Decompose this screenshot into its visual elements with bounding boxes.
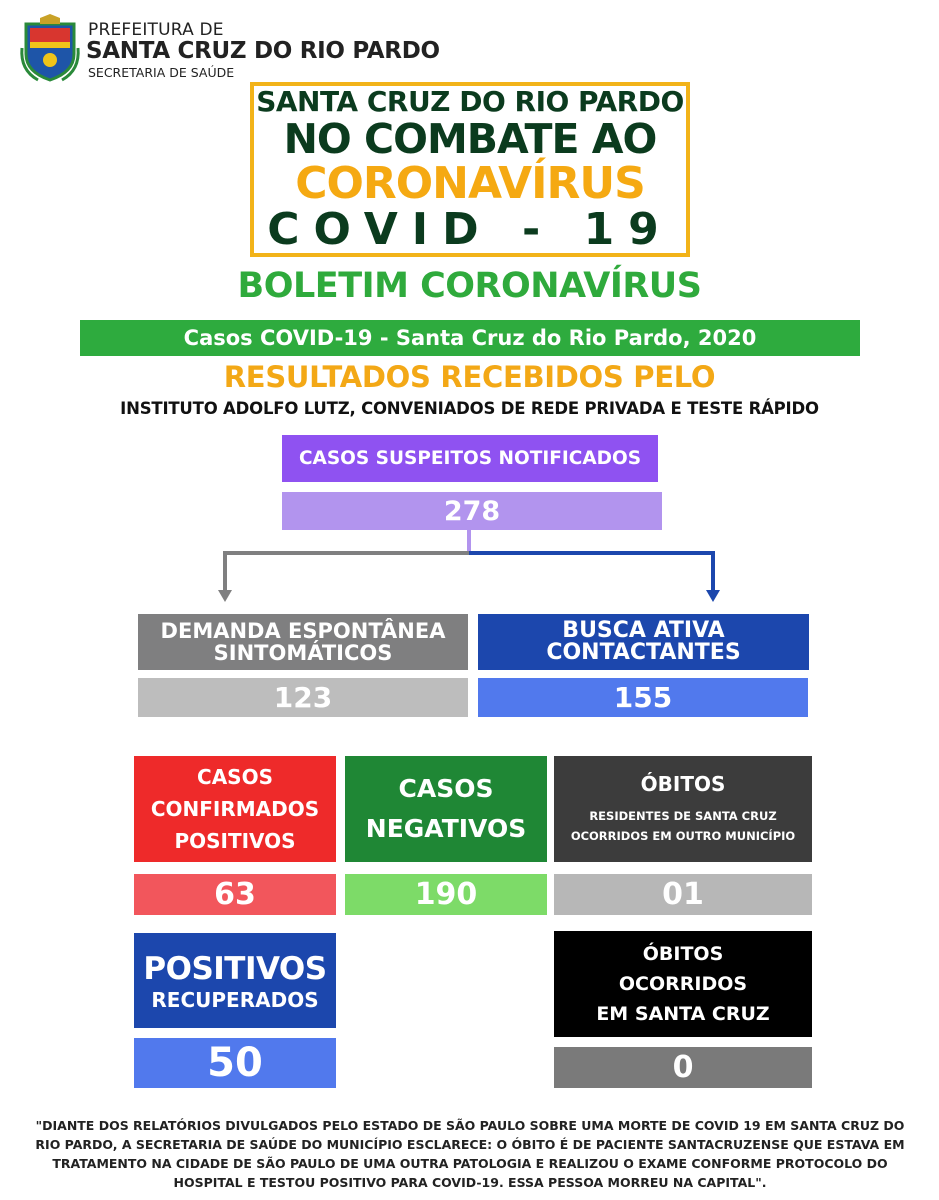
recovered-line-1: POSITIVOS: [143, 950, 327, 987]
active-search-label: [478, 614, 809, 670]
recovered-label: [134, 933, 336, 1028]
institutions-line: INSTITUTO ADOLFO LUTZ, CONVENIADOS DE REDE PRIVADA E TESTE RÁPIDO: [120, 398, 819, 418]
confirmed-line-1: CASOS: [197, 765, 273, 789]
recovered-line-2: RECUPERADOS: [151, 987, 319, 1012]
results-heading: RESULTADOS RECEBIDOS PELO: [223, 360, 716, 394]
confirmed-line-3: POSITIVOS: [174, 829, 296, 853]
spontaneous-demand-label: [138, 614, 468, 670]
deaths-local-line-2: OCORRIDOS: [618, 973, 748, 995]
subtitle-bar: Casos COVID-19 - Santa Cruz do Rio Pardo, 2020: [80, 320, 860, 356]
left-arrow-head: [218, 590, 232, 602]
title-line-3: CORONAVÍRUS: [295, 158, 645, 209]
coat-of-arms-logo: [18, 14, 82, 84]
deaths-other-municipality-label: [554, 756, 812, 862]
deaths-local-line-1: ÓBITOS: [642, 943, 724, 965]
recovered-value: 50: [134, 1038, 336, 1088]
active-search-value: 155: [478, 678, 808, 717]
left-arrow-line: [225, 553, 469, 592]
negative-cases-label: [345, 756, 547, 862]
bulletin-heading: BOLETIM CORONAVÍRUS: [237, 266, 702, 306]
negative-line-1: CASOS: [398, 774, 494, 803]
suspected-cases-label: CASOS SUSPEITOS NOTIFICADOS: [282, 435, 658, 482]
confirmed-cases-value: 63: [134, 874, 336, 915]
active-search-label-line-2: CONTACTANTES: [546, 640, 741, 665]
deaths-other-sub-1: RESIDENTES DE SANTA CRUZ: [589, 809, 777, 823]
confirmed-line-2: CONFIRMADOS: [150, 797, 320, 821]
deaths-other-municipality-value: 01: [554, 874, 812, 915]
negative-line-2: NEGATIVOS: [365, 814, 527, 843]
active-search-label-line-1: BUSCA ATIVA: [562, 618, 725, 643]
footnote-statement: "DIANTE DOS RELATÓRIOS DIVULGADOS PELO ESTADO DE SÃO PAULO SOBRE UMA MORTE DE COVID 19 EM SANTA CRUZ DO RIO PARDO, A SECRETARIA DE SAÚDE DO MUNICÍPIO ESCLARECE: O ÓBITO É DE PACIENTE SANTACRUZENSE QUE ESTAVA EM TRATAMENTO NA CIDADE DE SÃO PAULO DE UMA OUTRA PATOLOGIA E REALIZOU O EXAME CONFORME PROTOCOLO DO HOSPITAL E TESTOU POSITIVO PARA COVID-19. ESSA PESSOA MORREU NA CAPITAL".: [35, 1118, 905, 1190]
confirmed-cases-label: [134, 756, 336, 862]
suspected-cases-value: 278: [282, 492, 662, 530]
deaths-local-line-3: EM SANTA CRUZ: [596, 1003, 770, 1025]
header-line-1: PREFEITURA DE: [88, 20, 224, 40]
deaths-local-label: [554, 931, 812, 1037]
header-city-name: SANTA CRUZ DO RIO PARDO: [86, 38, 440, 64]
right-arrow-head: [706, 590, 720, 602]
negative-cases-value: 190: [345, 874, 547, 915]
title-line-4: COVID - 19: [267, 204, 673, 255]
right-arrow-line: [469, 553, 713, 592]
spontaneous-label-line-2: SINTOMÁTICOS: [213, 641, 393, 665]
title-line-1: SANTA CRUZ DO RIO PARDO: [256, 85, 684, 118]
spontaneous-demand-value: 123: [138, 678, 468, 717]
deaths-other-title: ÓBITOS: [640, 772, 726, 796]
spontaneous-label-line-1: DEMANDA ESPONTÂNEA: [160, 619, 446, 643]
title-line-2: NO COMBATE AO: [283, 115, 657, 163]
campaign-title-box: [250, 82, 690, 257]
header-department: SECRETARIA DE SAÚDE: [88, 65, 235, 80]
deaths-local-value: 0: [554, 1047, 812, 1088]
deaths-other-sub-2: OCORRIDOS EM OUTRO MUNICÍPIO: [570, 829, 796, 843]
